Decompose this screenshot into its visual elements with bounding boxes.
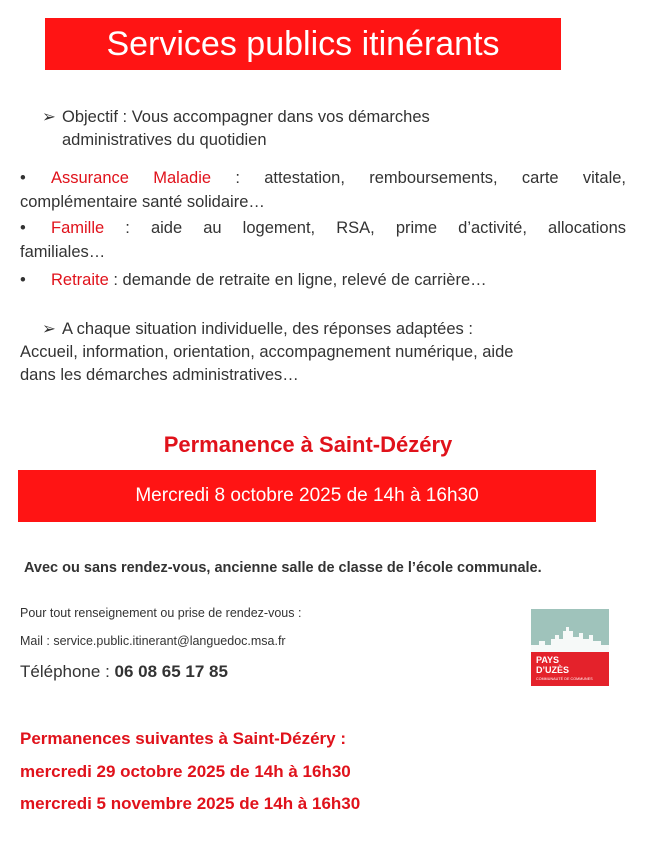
next-session-date: mercredi 5 novembre 2025 de 14h à 16h30 <box>20 794 361 813</box>
arrow-icon: ➢ <box>42 320 56 338</box>
situation-line1: Accueil, information, orientation, accompagnement numérique, aide <box>20 343 514 361</box>
skyline-icon <box>531 609 609 653</box>
logo-text-line3: COMMUNAUTÉ DE COMMUNES <box>536 677 593 681</box>
objective-block <box>42 106 430 152</box>
phone-label: Téléphone : <box>20 662 115 681</box>
contact-phone-row <box>20 662 228 682</box>
mail-label: Mail : <box>20 634 54 648</box>
arrow-icon: ➢ <box>42 108 56 126</box>
situation-text <box>20 341 513 387</box>
bullet-icon: • <box>20 219 26 237</box>
next-session-date: mercredi 29 octobre 2025 de 14h à 16h30 <box>20 762 351 781</box>
permanence-title: Permanence à Saint-Dézéry <box>163 432 453 457</box>
logo-text-line2: D’UZÈS <box>536 665 570 675</box>
objective-line2: administratives du quotidien <box>62 131 267 149</box>
situation-line2: dans les démarches administratives… <box>20 366 299 384</box>
bullet-text: : aide au logement, RSA, prime d’activité, allocations <box>104 219 626 237</box>
pays-uzes-logo <box>531 609 609 686</box>
objective-line1: Objectif : Vous accompagner dans vos démarches <box>62 108 430 126</box>
logo-text-line1: PAYS <box>536 655 560 665</box>
bullet-retraite <box>20 268 626 292</box>
contact-mail-row <box>20 634 286 648</box>
bullet-label: Assurance Maladie <box>51 169 212 187</box>
bullet-text: : attestation, remboursements, carte vitale, <box>211 169 626 187</box>
phone-number[interactable]: 06 08 65 17 85 <box>114 662 228 681</box>
bullet-label: Famille <box>51 219 105 237</box>
bullet-icon: • <box>20 271 26 289</box>
permanence-date: Mercredi 8 octobre 2025 de 14h à 16h30 <box>18 470 596 522</box>
next-sessions-heading: Permanences suivantes à Saint-Dézéry : <box>20 729 346 748</box>
bullet-icon: • <box>20 169 26 187</box>
bullet-famille <box>20 216 626 264</box>
situation-heading-row <box>42 318 473 341</box>
mail-link[interactable]: service.public.itinerant@languedoc.msa.fr <box>53 634 286 648</box>
situation-heading: A chaque situation individuelle, des réponses adaptées : <box>62 320 473 338</box>
bullet-text-cont: complémentaire santé solidaire… <box>20 193 265 211</box>
permanence-location: Avec ou sans rendez-vous, ancienne salle de classe de l’école communale. <box>24 560 542 576</box>
bullet-text: : demande de retraite en ligne, relevé de carrière… <box>108 271 487 289</box>
bullet-assurance <box>20 166 626 214</box>
contact-intro: Pour tout renseignement ou prise de rendez-vous : <box>20 606 302 620</box>
page-title: Services publics itinérants <box>45 18 561 70</box>
bullet-text-cont: familiales… <box>20 243 106 261</box>
bullet-label: Retraite <box>51 271 109 289</box>
